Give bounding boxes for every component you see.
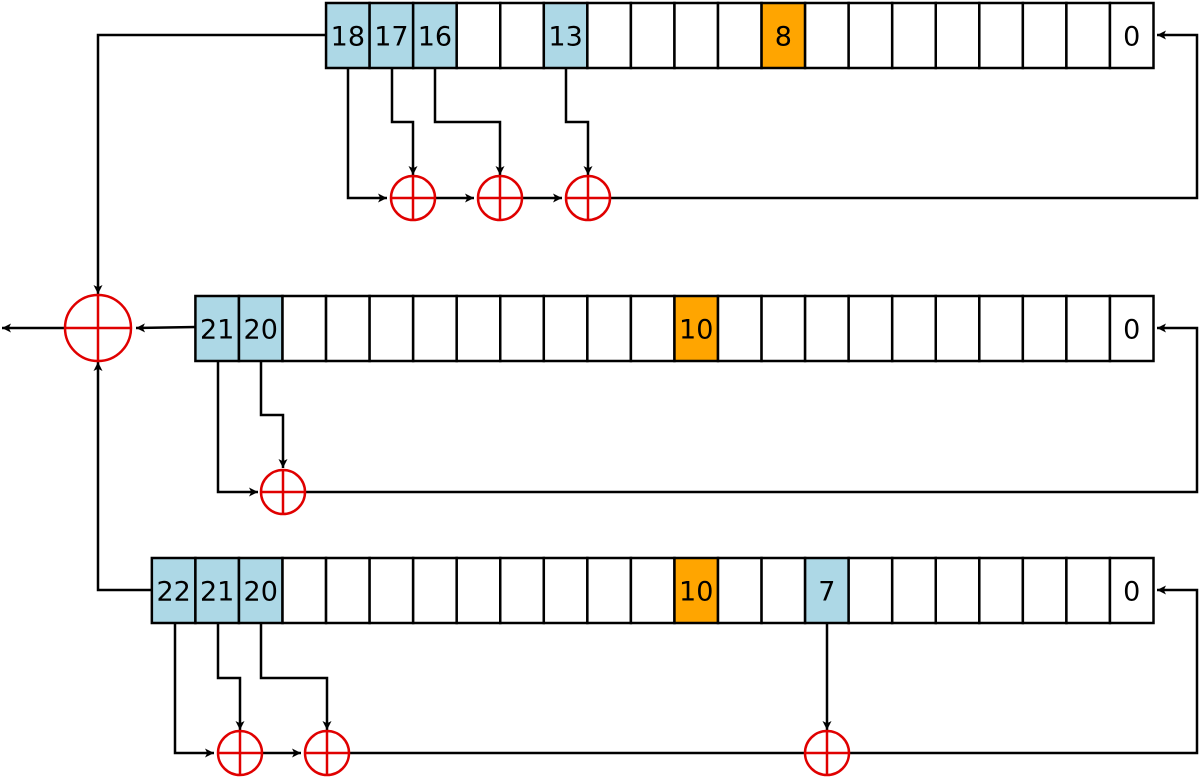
- r2-cell-7: [500, 296, 544, 361]
- r3-cell-11: [631, 558, 675, 623]
- r2-cell-9: [587, 296, 631, 361]
- r2-cell-19: [1023, 296, 1067, 361]
- r2-cell-3: [326, 296, 370, 361]
- r1-cell-6: [587, 3, 631, 68]
- r3-xor-1: [218, 731, 262, 775]
- r3-xor-2: [305, 731, 349, 775]
- r3-cell-17: [892, 558, 936, 623]
- r3-cell-13: [718, 558, 762, 623]
- r3-cell-20: [1023, 558, 1067, 623]
- r2-cell-20: [1066, 296, 1110, 361]
- r2-cell-15: [849, 296, 893, 361]
- r2-output-wire: [136, 327, 196, 328]
- r3-cell-4: [326, 558, 370, 623]
- r3-cell-label: 22: [156, 576, 191, 608]
- r2-cell-13: [762, 296, 806, 361]
- r1-tap18-wire: [348, 68, 387, 198]
- r2-cell-2: [283, 296, 327, 361]
- r3-tap20-wire: [261, 623, 327, 730]
- r1-cell-8: [674, 3, 718, 68]
- r1-cell-16: [1023, 3, 1067, 68]
- r3-cell-label: 21: [200, 576, 235, 608]
- r3-cell-10: [587, 558, 631, 623]
- r2-cell-4: [370, 296, 414, 361]
- r3-cell-label: 0: [1123, 576, 1141, 608]
- r3-cell-14: [762, 558, 806, 623]
- r2-cell-17: [936, 296, 980, 361]
- r3-cell-18: [936, 558, 980, 623]
- r1-cell-label: 17: [374, 21, 409, 53]
- r1-cell-label: 16: [417, 21, 453, 53]
- output-xor: [65, 295, 131, 361]
- r3-cell-7: [457, 558, 501, 623]
- r1-cell-11: [805, 3, 849, 68]
- r2-cell-5: [413, 296, 457, 361]
- r2-cell-label: 0: [1123, 314, 1141, 346]
- r2-tap21-wire: [218, 361, 258, 492]
- r3-cell-19: [979, 558, 1023, 623]
- r3-cell-label: 10: [679, 576, 714, 608]
- r1-xor-2: [478, 176, 522, 220]
- r2-cell-label: 20: [243, 314, 278, 346]
- r3-cell-6: [413, 558, 457, 623]
- r1-cell-3: [457, 3, 501, 68]
- r3-xor-3: [805, 731, 849, 775]
- r3-cell-3: [283, 558, 327, 623]
- register-r2: [195, 296, 1153, 361]
- r3-cell-16: [849, 558, 893, 623]
- r2-tap20-wire: [261, 361, 283, 468]
- r2-cell-12: [718, 296, 762, 361]
- r3-cell-label: 20: [243, 576, 278, 608]
- r1-cell-13: [892, 3, 936, 68]
- r1-tap13-wire: [566, 68, 588, 175]
- r1-cell-9: [718, 3, 762, 68]
- r2-cell-18: [979, 296, 1023, 361]
- r1-cell-14: [936, 3, 980, 68]
- r2-cell-14: [805, 296, 849, 361]
- r1-xor-3: [566, 176, 610, 220]
- r1-cell-label: 18: [330, 21, 366, 53]
- r1-tap16-wire: [435, 68, 500, 175]
- r3-cell-21: [1066, 558, 1110, 623]
- r1-output-wire: [98, 35, 327, 294]
- r2-cell-8: [544, 296, 588, 361]
- r2-cell-16: [892, 296, 936, 361]
- r2-cell-6: [457, 296, 501, 361]
- r3-cell-5: [370, 558, 414, 623]
- r3-cell-8: [500, 558, 544, 623]
- register-r1: [326, 3, 1153, 68]
- r1-cell-7: [631, 3, 675, 68]
- r1-cell-label: 13: [548, 21, 583, 53]
- r1-xor-1: [391, 176, 435, 220]
- r1-cell-12: [849, 3, 893, 68]
- r2-cell-label: 10: [679, 314, 714, 346]
- r1-cell-label: 8: [774, 21, 792, 53]
- r2-cell-10: [631, 296, 675, 361]
- r2-cell-label: 21: [200, 314, 235, 346]
- r1-cell-17: [1066, 3, 1110, 68]
- r1-cell-4: [500, 3, 544, 68]
- r1-cell-15: [979, 3, 1023, 68]
- r2-xor-1: [261, 470, 305, 514]
- r3-tap22-wire: [175, 623, 214, 753]
- r1-tap17-wire: [392, 68, 413, 175]
- r3-output-wire: [98, 362, 153, 590]
- r3-cell-9: [544, 558, 588, 623]
- r3-cell-label: 7: [818, 576, 836, 608]
- r1-cell-label: 0: [1123, 21, 1141, 53]
- r3-tap21-wire: [218, 623, 240, 730]
- register-r3: [152, 558, 1154, 623]
